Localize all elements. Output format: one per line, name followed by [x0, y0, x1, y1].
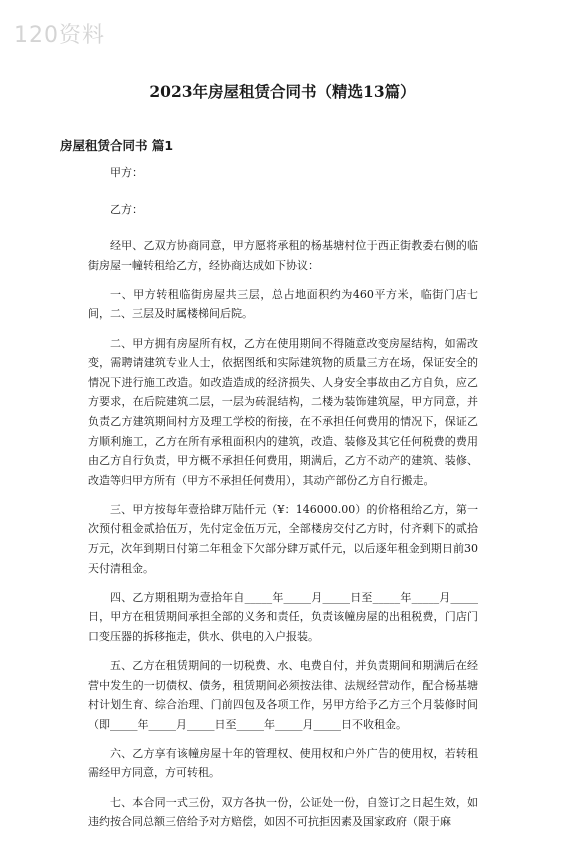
paragraph-clause-3: 三、甲方按每年壹拾肆万陆仟元（¥：146000.00）的价格租给乙方，第一次预付租金贰拾伍万，先付定金伍万元，全部楼房交付乙方时，付齐剩下的贰拾万元，次年到期日付第二年租金下欠部分肆万贰仟元，以后逐年租金到期日前30天付清租金。 [88, 502, 478, 575]
paragraph-clause-2: 二、甲方拥有房屋所有权，乙方在使用期间不得随意改变房屋结构，如需改变，需聘请建筑专业人士，依据图纸和实际建筑物的质量三方在场，保证安全的情况下进行施工改造。如改造造成的经济损失、人身安全事故由乙方自负，应乙方要求，在后院建筑二层，一层为砖混结构，二楼为装饰建筑屋，甲方同意，并负责乙方建筑期间村方及理工学校的衔接，在不承担任何费用的情况下，保证乙方顺利施工，乙方在所有承租面积内的建筑，改造、装修及其它任何税费的费用由乙方自行负责，甲方概不承担任何费用，期满后，乙方不动产的建筑、装修、改造等归甲方所有（甲方不承担任何费用），其动产部份乙方自行搬走。 [88, 336, 478, 487]
section-heading: 房屋租赁合同书 篇1 [60, 138, 174, 153]
paragraph-clause-4: 四、乙方期租期为壹拾年自_____年_____月_____日至_____年_____月_____日，甲方在租赁期间承担全部的义务和责任，负责该幢房屋的出租税费，门店门口变压器的拆移拖走，供水、供电的入户报装。 [88, 590, 478, 643]
party-b-line: 乙方： [110, 202, 143, 216]
party-a-line: 甲方： [110, 166, 143, 179]
watermark-logo: 120资料 [14, 23, 105, 48]
contract-body [88, 163, 478, 841]
paragraph-intro: 经甲、乙双方协商同意，甲方愿将承租的杨基塘村位于西正街教委右侧的临街房屋一幢转租给乙方，经协商达成如下协议： [88, 239, 478, 272]
paragraph-clause-1: 一、甲方转租临街房屋共三层，总占地面积约为460平方米，临街门店七间，二、三层及时属楼梯间后院。 [88, 287, 478, 321]
document-title: 2023年房屋租赁合同书（精选13篇） [149, 82, 416, 101]
paragraph-clause-6: 六、乙方享有该幢房屋十年的管理权、使用权和户外广告的使用权，若转租需经甲方同意，方可转租。 [88, 746, 478, 780]
paragraph-clause-5: 五、乙方在租赁期间的一切税费、水、电费自付，并负责期间和期满后在经营中发生的一切债权、债务，租赁期间必须按法律、法规经营动作，配合杨基塘村计划生育、综合治理、门前四包及各项工作，另甲方给予乙方三个月装修时间（即_____年_____月_____日至_____年_____月_____日不收租金。 [88, 658, 478, 731]
paragraph-clause-7: 七、本合同一式三份，双方各执一份，公证处一份，自签订之日起生效，如违约按合同总额三倍给予对方赔偿，如因不可抗拒因素及国家政府（限于麻 [88, 795, 478, 829]
